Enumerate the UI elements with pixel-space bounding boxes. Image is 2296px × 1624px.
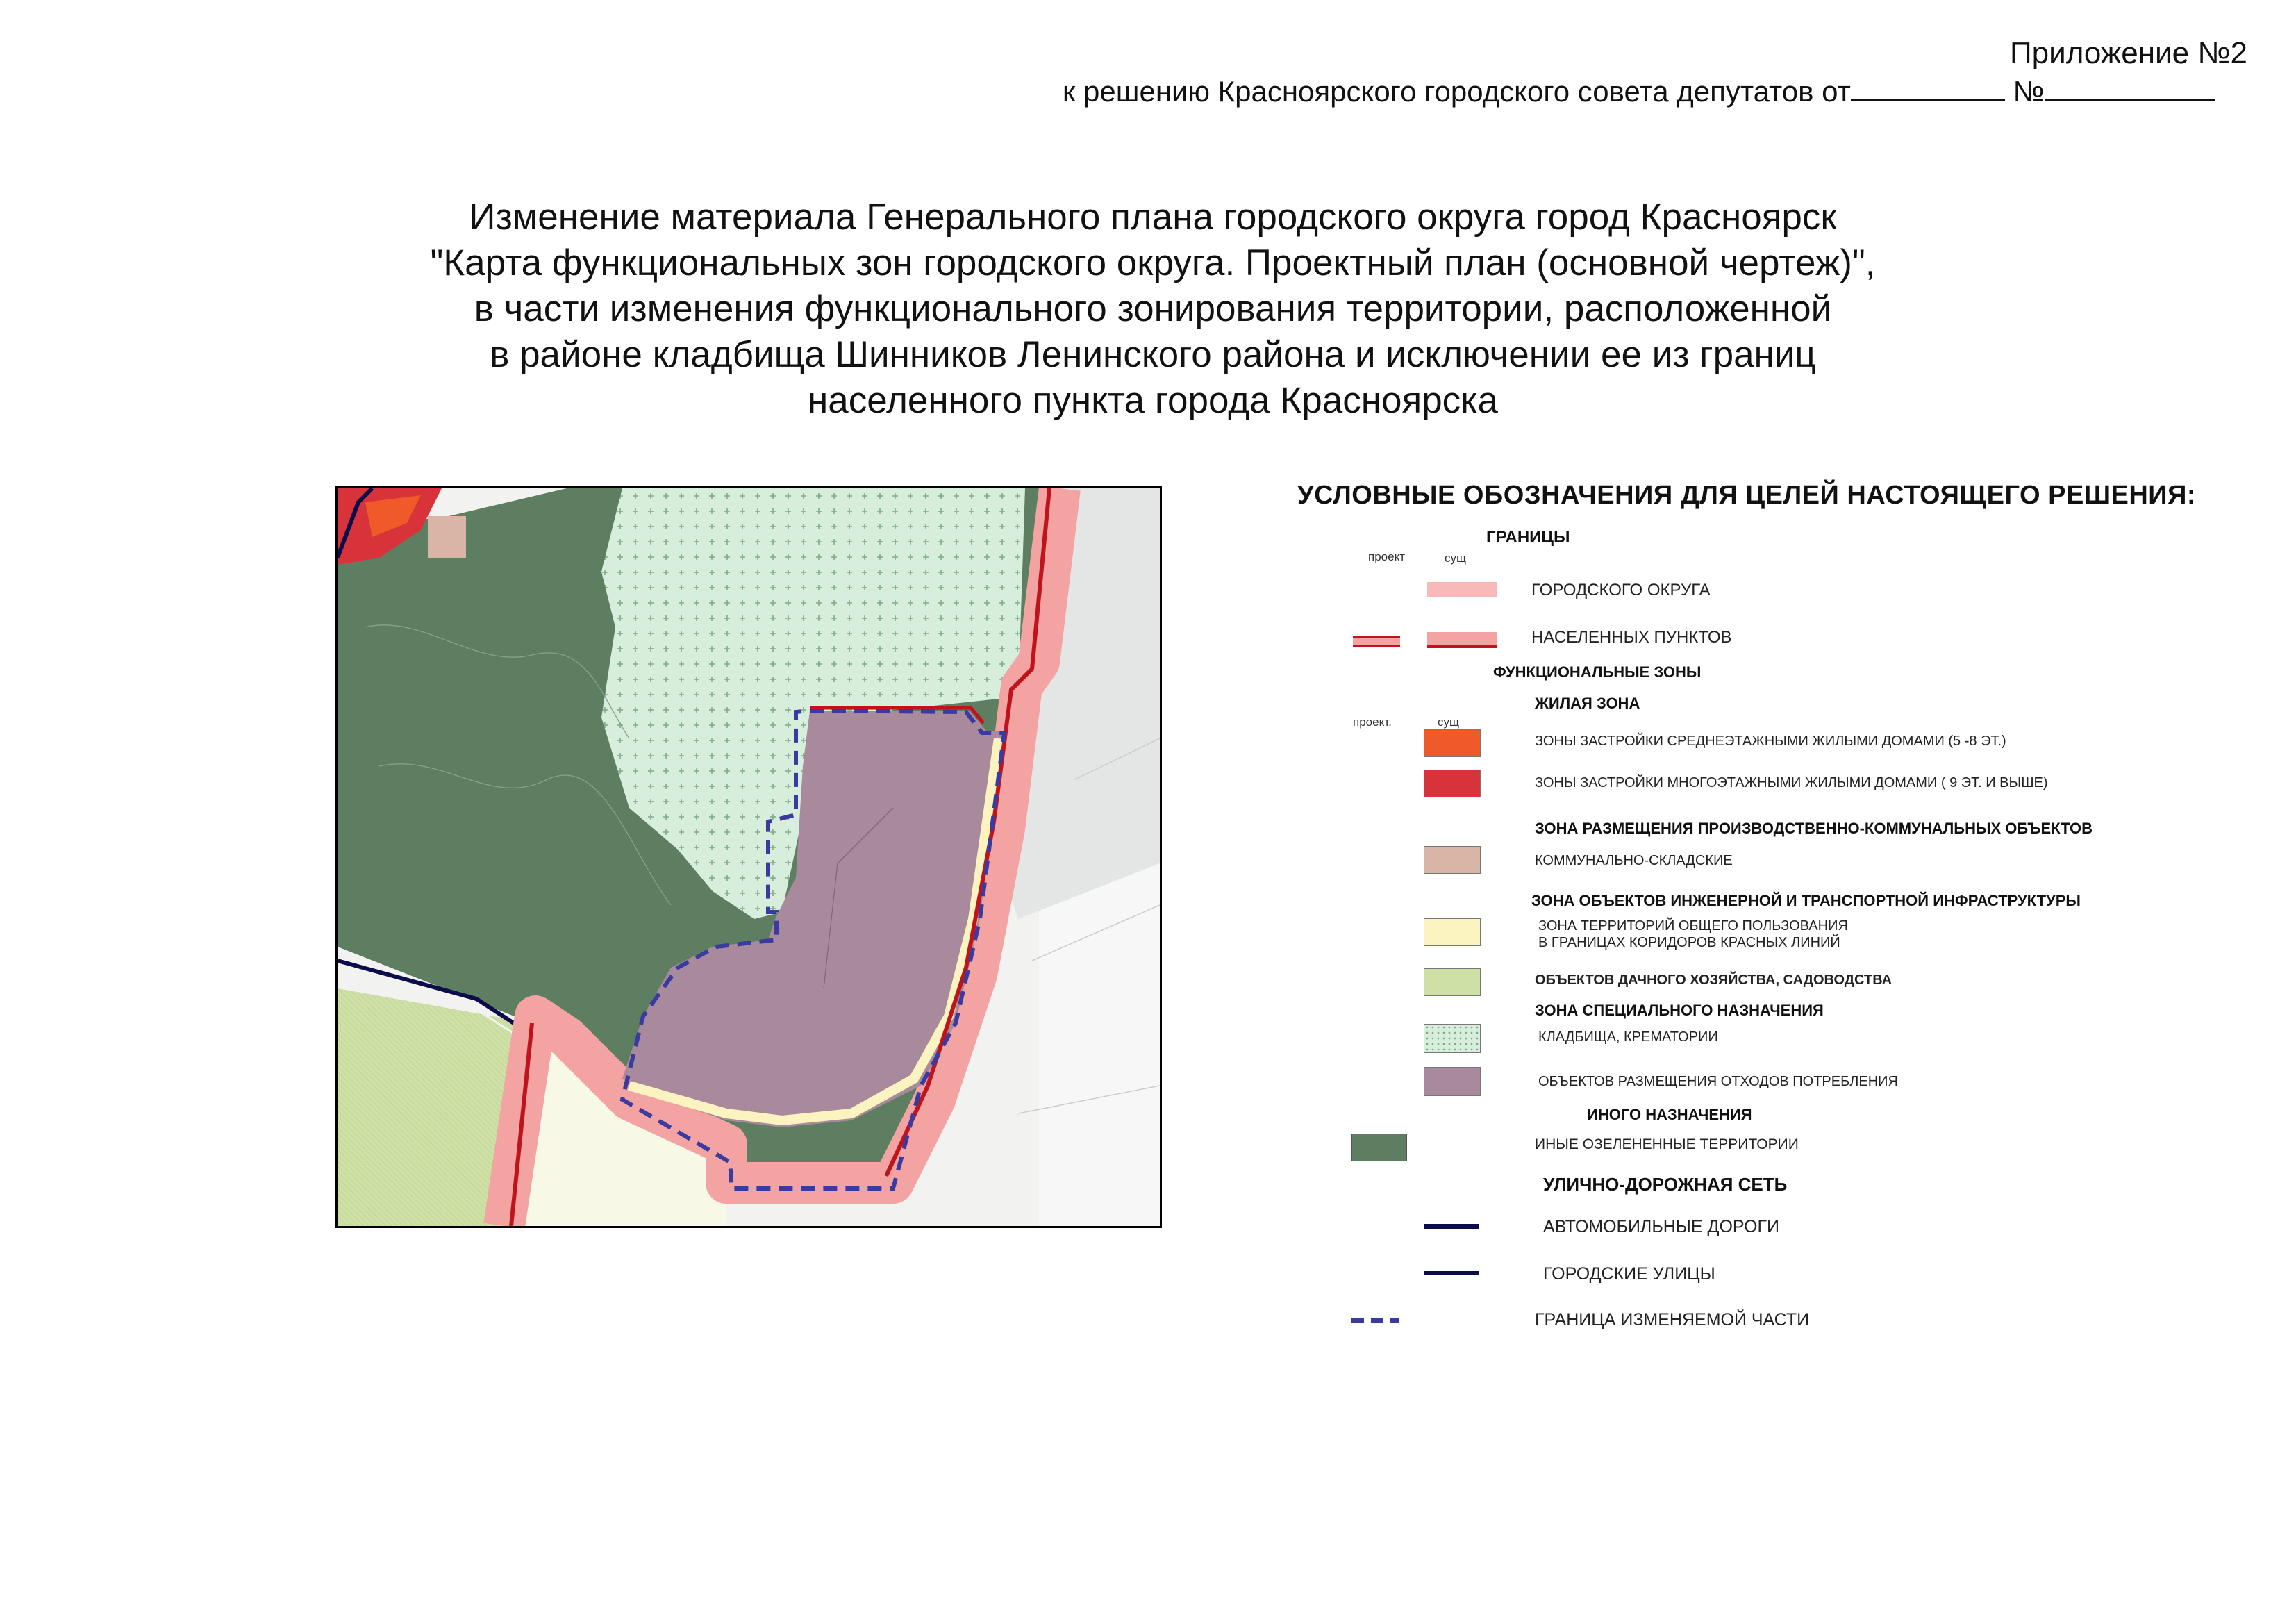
- title-line-3: в части изменения функционального зонирования территории, расположенной: [474, 288, 1832, 329]
- number-blank: [2045, 76, 2215, 101]
- title-line-2: "Карта функциональных зон городского округа. Проектный план (основной чертеж)",: [430, 242, 1876, 283]
- legend-col-project2: проект.: [1353, 715, 1392, 729]
- legend-heading: УСЛОВНЫЕ ОБОЗНАЧЕНИЯ ДЛЯ ЦЕЛЕЙ НАСТОЯЩЕГО РЕШЕНИЯ:: [1297, 481, 2197, 510]
- title-line-4: в районе кладбища Шинников Ленинского района и исключении ее из границ: [490, 334, 1816, 375]
- swatch-changed-boundary: [1351, 1318, 1399, 1323]
- legend-cemetery: КЛАДБИЩА, КРЕМАТОРИИ: [1538, 1029, 1718, 1045]
- communal-zone: [428, 516, 466, 558]
- swatch-public-territory: [1424, 918, 1481, 946]
- legend-communal: КОММУНАЛЬНО-СКЛАДСКИЕ: [1535, 853, 1733, 868]
- legend-functional-zones: ФУНКЦИОНАЛЬНЫЕ ЗОНЫ: [1493, 663, 1702, 681]
- legend-waste: ОБЪЕКТОВ РАЗМЕЩЕНИЯ ОТХОДОВ ПОТРЕБЛЕНИЯ: [1538, 1074, 1898, 1089]
- swatch-settlement-existing: [1427, 632, 1497, 648]
- title-line-5: населенного пункта города Красноярска: [807, 380, 1498, 421]
- title-line-1: Изменение материала Генерального плана городского округа город Красноярск: [469, 197, 1837, 238]
- zoning-map: [335, 486, 1162, 1228]
- swatch-settlement-project: [1353, 636, 1400, 647]
- legend-col-project: проект: [1368, 550, 1405, 563]
- legend-road-network: УЛИЧНО-ДОРОЖНАЯ СЕТЬ: [1543, 1174, 1788, 1195]
- legend-infra-zone: ЗОНА ОБЪЕКТОВ ИНЖЕНЕРНОЙ И ТРАНСПОРТНОЙ ИНФРАСТРУКТУРЫ: [1531, 892, 2081, 909]
- swatch-communal: [1424, 846, 1481, 874]
- legend-midrise: ЗОНЫ ЗАСТРОЙКИ СРЕДНЕЭТАЖНЫМИ ЖИЛЫМИ ДОМАМИ (5 -8 ЭТ.): [1535, 734, 2006, 749]
- legend-changed-boundary: ГРАНИЦА ИЗМЕНЯЕМОЙ ЧАСТИ: [1535, 1310, 1810, 1329]
- swatch-midrise: [1424, 729, 1481, 757]
- legend-dacha: ОБЪЕКТОВ ДАЧНОГО ХОЗЯЙСТВА, САДОВОДСТВА: [1535, 972, 1892, 988]
- swatch-green: [1351, 1134, 1407, 1161]
- legend-col-existing2: сущ: [1438, 715, 1459, 729]
- legend-residential-zone: ЖИЛАЯ ЗОНА: [1535, 695, 1640, 712]
- swatch-highways: [1424, 1224, 1479, 1229]
- legend-public-territory-2: В ГРАНИЦАХ КОРИДОРОВ КРАСНЫХ ЛИНИЙ: [1538, 935, 1840, 950]
- legend-special-zone: ЗОНА СПЕЦИАЛЬНОГО НАЗНАЧЕНИЯ: [1535, 1002, 1824, 1019]
- swatch-city-district: [1427, 582, 1497, 597]
- legend-highrise: ЗОНЫ ЗАСТРОЙКИ МНОГОЭТАЖНЫМИ ЖИЛЫМИ ДОМАМИ ( 9 ЭТ. И ВЫШЕ): [1535, 775, 2048, 790]
- legend-boundaries-heading: ГРАНИЦЫ: [1486, 528, 1570, 547]
- legend-city-district: ГОРОДСКОГО ОКРУГА: [1531, 581, 1711, 599]
- number-sign: №: [2013, 75, 2045, 108]
- swatch-cemetery: [1424, 1024, 1481, 1053]
- legend-highways: АВТОМОБИЛЬНЫЕ ДОРОГИ: [1543, 1217, 1779, 1236]
- swatch-highrise: [1424, 770, 1481, 797]
- appendix-label: Приложение №2: [2010, 36, 2247, 70]
- document-title: [313, 194, 1993, 424]
- legend-settlements: НАСЕЛЕННЫХ ПУНКТОВ: [1531, 628, 1732, 647]
- decision-prefix: к решению Красноярского городского совета депутатов от: [1063, 75, 1851, 108]
- date-blank: [1851, 76, 2005, 101]
- swatch-streets: [1424, 1271, 1479, 1275]
- decision-line: [1063, 75, 2215, 108]
- legend-streets: ГОРОДСКИЕ УЛИЦЫ: [1543, 1264, 1715, 1284]
- legend-col-existing: сущ: [1445, 552, 1466, 565]
- swatch-waste: [1424, 1067, 1481, 1096]
- legend-public-territory-1: ЗОНА ТЕРРИТОРИЙ ОБЩЕГО ПОЛЬЗОВАНИЯ: [1538, 918, 1848, 934]
- legend-production-zone: ЗОНА РАЗМЕЩЕНИЯ ПРОИЗВОДСТВЕННО-КОММУНАЛЬНЫХ ОБЪЕКТОВ: [1535, 820, 2093, 837]
- legend-green: ИНЫЕ ОЗЕЛЕНЕННЫЕ ТЕРРИТОРИИ: [1535, 1136, 1799, 1152]
- legend-other-zone: ИНОГО НАЗНАЧЕНИЯ: [1587, 1106, 1752, 1123]
- swatch-dacha: [1424, 968, 1481, 996]
